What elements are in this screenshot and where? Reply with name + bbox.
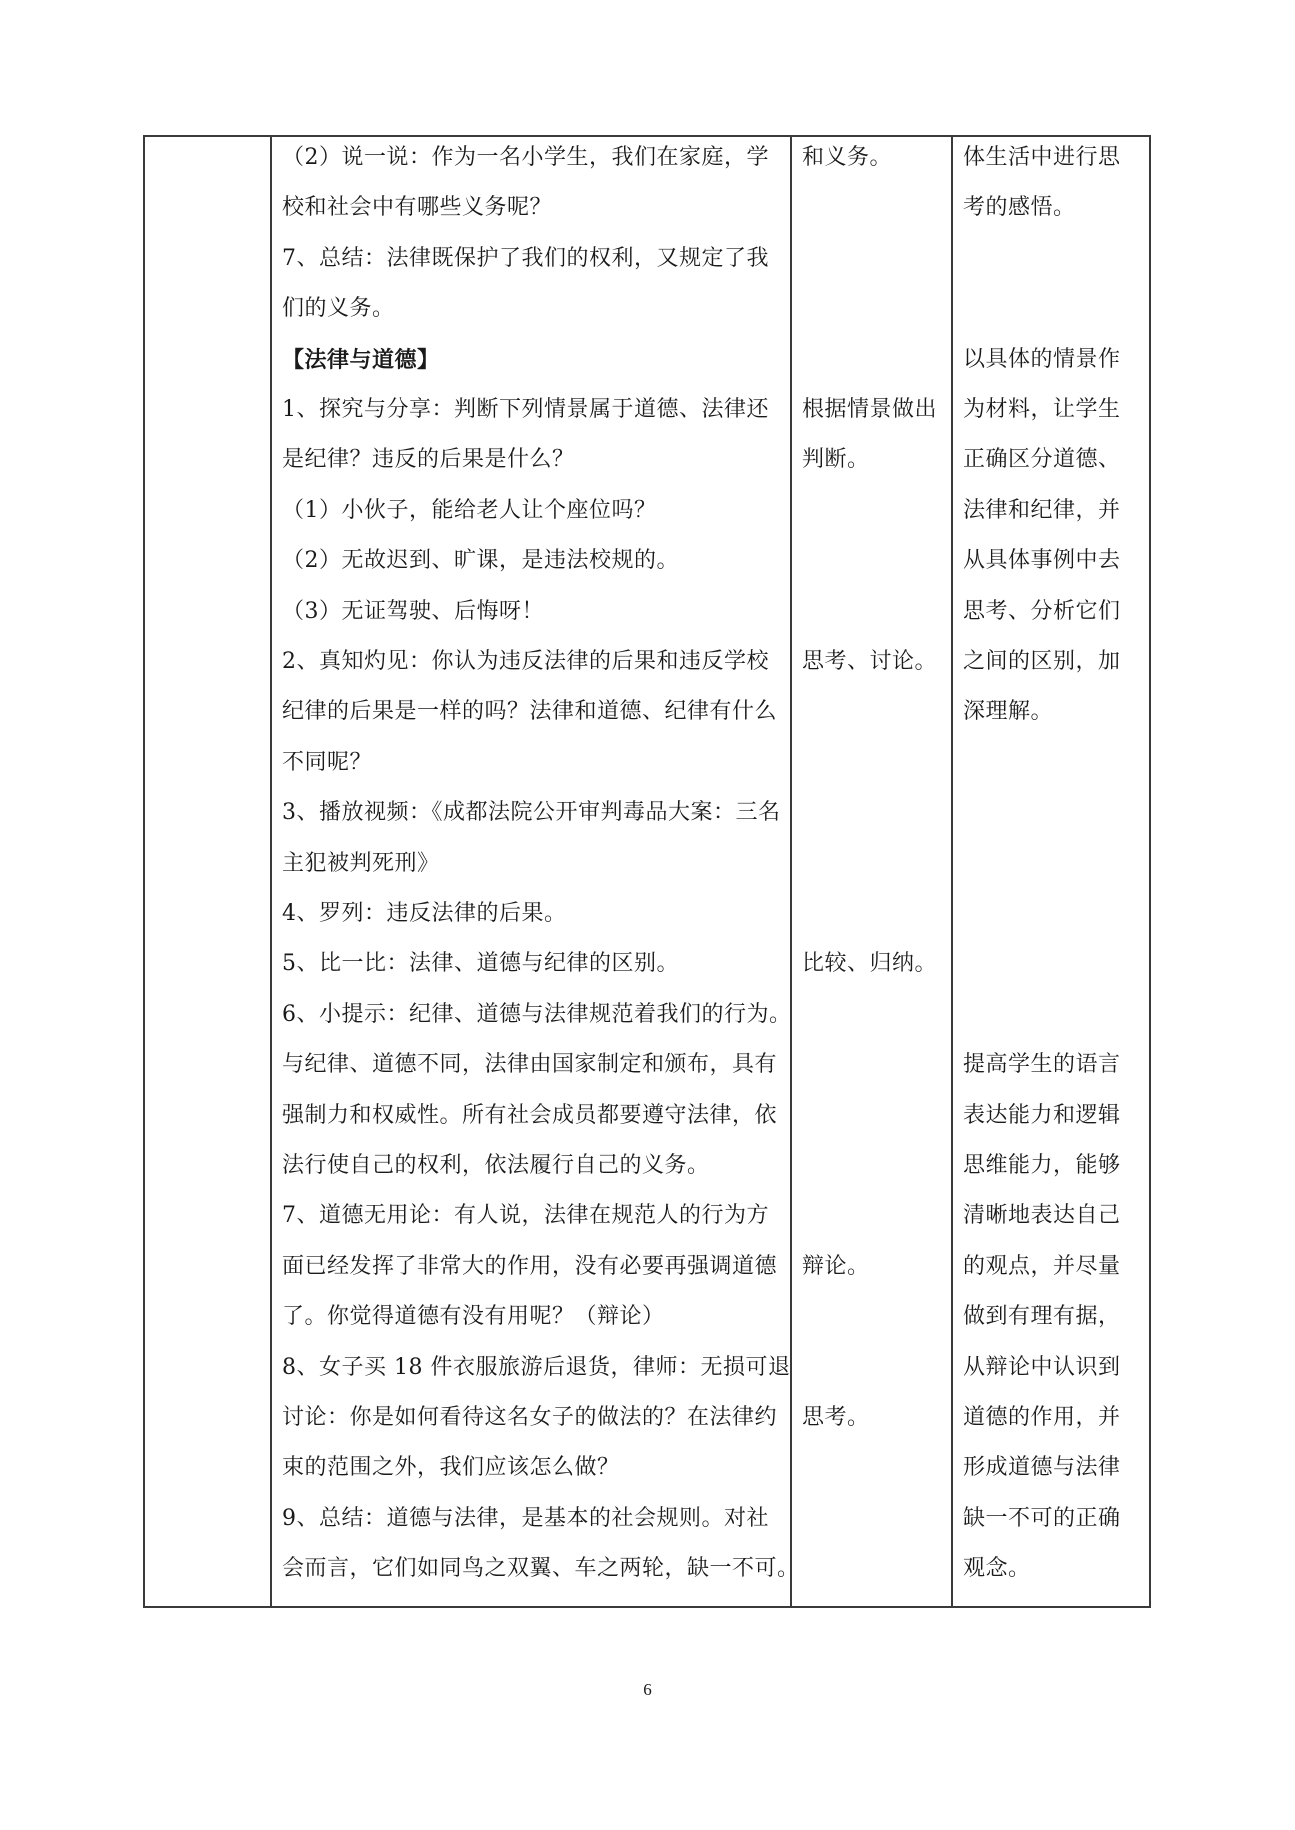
- text-line: 深理解。: [963, 699, 1054, 725]
- text-line: 道德的作用，并: [963, 1405, 1121, 1430]
- text-line: 6、小提示：纪律、道德与法律规范着我们的行为。: [282, 1001, 792, 1027]
- text-line: 从具体事例中去: [963, 548, 1121, 574]
- text-line: 不同呢？: [282, 749, 373, 775]
- text-line: 7、总结：法律既保护了我们的权利，又规定了我: [282, 245, 769, 271]
- page-number: 6: [643, 1680, 652, 1699]
- text-line: 观念。: [963, 1556, 1031, 1582]
- text-line: （2）无故迟到、旷课，是违法校规的。: [282, 548, 679, 574]
- text-line: 7、道德无用论：有人说，法律在规范人的行为方: [282, 1203, 769, 1229]
- text-line: 了。你觉得道德有没有用呢？（辩论）: [282, 1304, 665, 1330]
- text-line: 与纪律、道德不同，法律由国家制定和颁布，具有: [282, 1052, 778, 1078]
- design-intent-cell: [963, 137, 1143, 1606]
- text-line: 法律和纪律，并: [963, 497, 1121, 523]
- text-line: 纪律的后果是一样的吗？法律和道德、纪律有什么: [282, 699, 778, 725]
- text-line: 比较、归纳。: [802, 951, 938, 977]
- text-line: 的观点，并尽量: [963, 1253, 1121, 1279]
- text-line: 法行使自己的权利，依法履行自己的义务。: [282, 1153, 710, 1178]
- column-divider: [951, 137, 953, 1606]
- text-line: 是纪律？违反的后果是什么？: [282, 447, 575, 473]
- text-line: 面已经发挥了非常大的作用，没有必要再强调道德: [282, 1253, 778, 1279]
- text-line: 会而言，它们如同鸟之双翼、车之两轮，缺一不可。: [282, 1556, 800, 1582]
- text-line: 做到有理有据，: [963, 1304, 1121, 1330]
- text-line: 提高学生的语言: [963, 1052, 1121, 1078]
- text-line: 清晰地表达自己: [963, 1203, 1121, 1229]
- text-line: 4、罗列：违反法律的后果。: [282, 901, 567, 926]
- text-line: 判断。: [802, 447, 870, 473]
- text-line: 从辩论中认识到: [963, 1354, 1121, 1380]
- text-line: 2、真知灼见：你认为违反法律的后果和违反学校: [282, 649, 769, 674]
- column-divider: [270, 137, 272, 1606]
- teaching-process-cell: [282, 137, 800, 1606]
- student-activity-cell: [802, 137, 947, 1606]
- text-line: 考的感悟。: [963, 195, 1076, 221]
- text-line: （3）无证驾驶、后悔呀！: [282, 598, 544, 624]
- text-line: 缺一不可的正确: [963, 1505, 1121, 1531]
- text-line: （1）小伙子，能给老人让个座位吗？: [282, 497, 657, 523]
- text-line: 思考、分析它们: [963, 598, 1121, 624]
- text-line: 和义务。: [802, 145, 893, 170]
- text-line: 8、女子买 18 件衣服旅游后退货，律师：无损可退: [282, 1354, 791, 1380]
- text-line: 讨论：你是如何看待这名女子的做法的？在法律约: [282, 1405, 778, 1430]
- column-divider: [790, 137, 792, 1606]
- text-line: 们的义务。: [282, 296, 395, 322]
- text-line: 思维能力，能够: [963, 1153, 1121, 1178]
- lesson-plan-table: [143, 135, 1151, 1608]
- text-line: 根据情景做出: [802, 397, 938, 422]
- text-line: 9、总结：道德与法律，是基本的社会规则。对社: [282, 1505, 769, 1531]
- text-line: 正确区分道德、: [963, 447, 1121, 473]
- text-line: 为材料，让学生: [963, 397, 1121, 422]
- text-line: 形成道德与法律: [963, 1455, 1121, 1481]
- text-line: 强制力和权威性。所有社会成员都要遵守法律，依: [282, 1102, 778, 1128]
- text-line: 之间的区别，加: [963, 649, 1121, 674]
- text-line: 表达能力和逻辑: [963, 1102, 1121, 1128]
- text-line: 体生活中进行思: [963, 145, 1121, 170]
- text-line: 5、比一比：法律、道德与纪律的区别。: [282, 951, 679, 977]
- text-line: 辩论。: [802, 1253, 870, 1279]
- text-line: 思考。: [802, 1405, 870, 1430]
- text-line: 3、播放视频：《成都法院公开审判毒品大案：三名: [282, 800, 781, 826]
- text-line: 校和社会中有哪些义务呢？: [282, 195, 553, 221]
- text-line: 思考、讨论。: [802, 649, 938, 674]
- text-line: 束的范围之外，我们应该怎么做？: [282, 1455, 620, 1481]
- text-line: （2）说一说：作为一名小学生，我们在家庭，学: [282, 145, 769, 170]
- text-line: 主犯被判死刑》: [282, 850, 440, 876]
- text-line: 以具体的情景作: [963, 346, 1121, 372]
- text-line: 1、探究与分享：判断下列情景属于道德、法律还: [282, 397, 769, 422]
- text-line: 【法律与道德】: [282, 346, 440, 373]
